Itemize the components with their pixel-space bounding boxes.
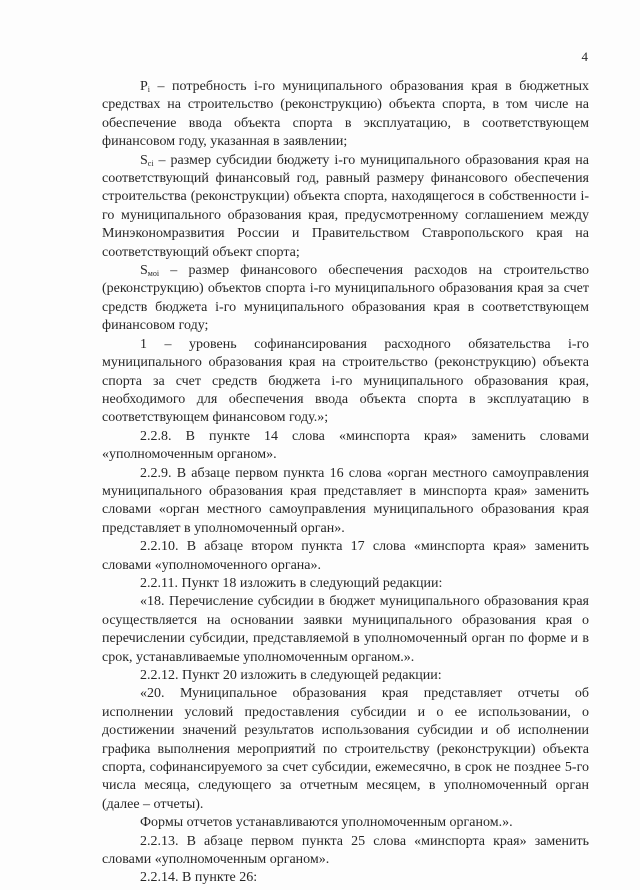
formula-symbol: S (140, 152, 148, 168)
paragraph-cofinancing-level: 1 – уровень софинансирования расходного обязательства i-го муниципального образования края на строительство (реконструкцию) объекта спорта за счет средств бюджета i-го муниципального образования края, необходимого для обеспечения ввода объекта спорта в эксплуатацию в соответствующем финансовом году.»; (102, 336, 589, 426)
formula-subscript: i (147, 85, 151, 94)
paragraph-2-2-12: 2.2.12. Пункт 20 изложить в следующей редакции: (140, 668, 442, 683)
paragraph-smoi-definition (102, 262, 589, 336)
paragraph-2-2-8: 2.2.8. В пункте 14 слова «минспорта края» заменить словами «уполномоченным органом». (102, 428, 589, 463)
paragraph-2-2-14: 2.2.14. В пункте 26: (140, 870, 258, 886)
paragraph-2-2-13: 2.2.13. В абзаце первом пункта 25 слова «минспорта края» заменить словами «уполномоченным органом». (102, 833, 589, 868)
document-body (102, 78, 589, 888)
paragraph-2-2-11: 2.2.11. Пункт 18 изложить в следующий редакции: (140, 575, 443, 591)
formula-symbol: S (140, 263, 148, 279)
formula-subscript: мoi (147, 269, 160, 279)
formula-subscript: ci (147, 158, 154, 168)
paragraph-point-18: «18. Перечисление субсидии в бюджет муниципального образования края осуществляется на основании заявки муниципального образования края о перечислении субсидии, представляемой в уполномоченный орган по форме и в срок, устанавливаемые уполномоченным органом.». (102, 594, 589, 665)
page-number: 4 (581, 49, 588, 64)
paragraph-point-20: «20. Муниципальное образования края представляет отчеты об исполнении условий предоставления субсидии и о ее использовании, о достижении значений результатов использования субсидии и об исполнении графика выполнения мероприятий по строительству (реконструкции) объекта спорта, софинансируемого за счет субсидии, ежемесячно, в срок не позднее 5-го числа месяца, следующего за отчетным месяцем, в уполномоченный орган (далее – отчеты). (102, 686, 589, 812)
paragraph-text: – размер субсидии бюджету i-го муниципального образования края на соответствующий финансовый год, равный размеру финансового обеспечения строительства (реконструкции) объекта спорта, находящегося в собственности i-го муниципального образования края, предусмотренному соглашением между Минэкономразвития России и Правительством Ставропольского края на соответствующий объект спорта; (102, 152, 589, 260)
paragraph-2-2-10: 2.2.10. В абзаце втором пункта 17 слова «минспорта края» заменить словами «уполномоченного органа». (102, 539, 589, 573)
paragraph-2-2-9: 2.2.9. В абзаце первом пункта 16 слова «орган местного самоуправления муниципального образования края представляет в минспорта края» заменить словами «орган местного самоуправления муниципального образования края представляет в уполномоченный орган». (102, 465, 589, 536)
paragraph-report-forms: Формы отчетов устанавливаются уполномоченным органом.». (140, 815, 513, 831)
paragraph-text: – размер финансового обеспечения расходов на строительство (реконструкцию) объектов спорта i-го муниципального образования края за счет средств бюджета i-го муниципального образования края в соответствующем финансовом году; (102, 263, 589, 334)
paragraph-sci-definition (102, 152, 589, 262)
paragraph-text: – потребность i-го муниципального образования края в бюджетных средствах на строительство (реконструкцию) объекта спорта, в том числе на обеспечение ввода объекта спорта в эксплуатацию, в соответствующем финансовом году, указанная в заявлении; (102, 79, 589, 150)
formula-symbol: P (140, 79, 148, 94)
paragraph-pi-definition (102, 78, 589, 152)
